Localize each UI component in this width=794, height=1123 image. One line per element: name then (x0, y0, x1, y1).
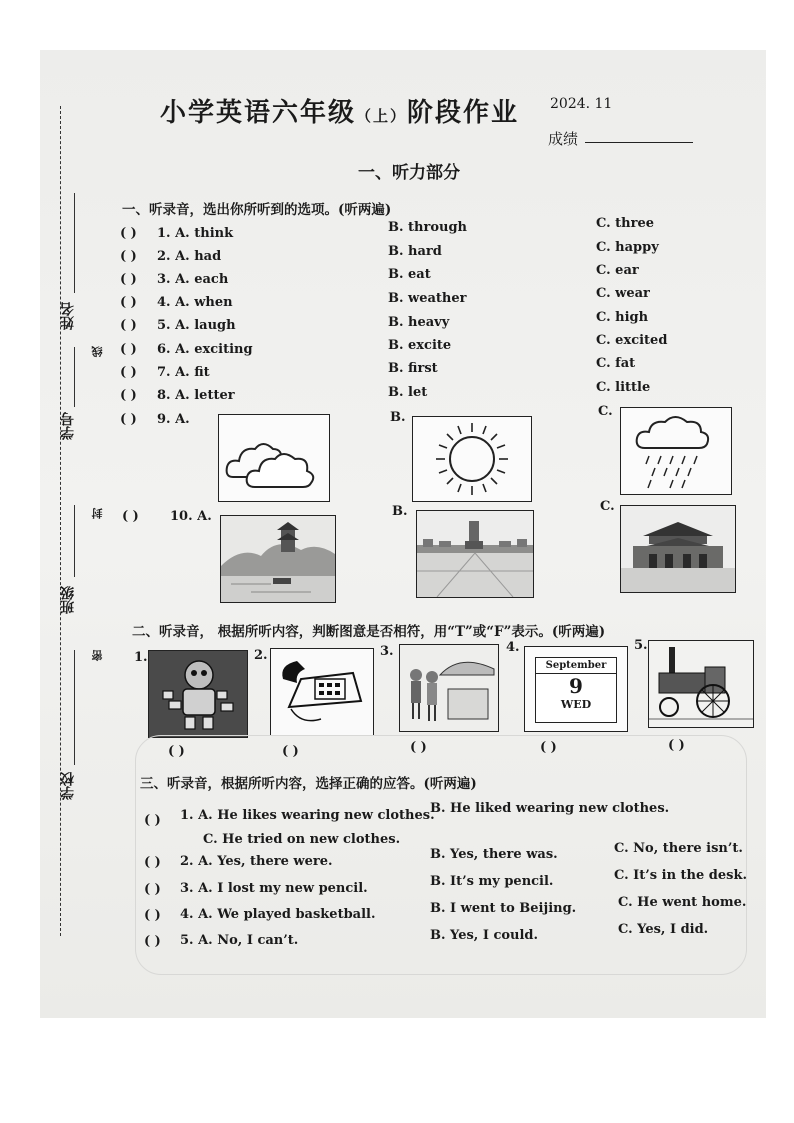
q3-blank[interactable]: ( ) (120, 272, 137, 287)
s3-q2-option-c: C. No, there isn’t. (614, 841, 743, 856)
q5-option-a: 5. A. laugh (157, 318, 236, 333)
q8-blank[interactable]: ( ) (120, 388, 137, 403)
square-monument-picture[interactable] (416, 510, 534, 598)
s3-q1-option-a: 1. A. He likes wearing new clothes. (180, 808, 435, 823)
page-title (160, 92, 519, 129)
s3-q1-option-b: B. He liked wearing new clothes. (430, 801, 670, 816)
name-line[interactable] (74, 193, 75, 293)
calendar-weekday: WED (560, 698, 592, 711)
telephone-picture[interactable] (270, 648, 374, 736)
s3-q3-blank[interactable]: ( ) (144, 882, 161, 897)
q8-option-b: B. let (388, 385, 428, 400)
s3-q5-option-a: 5. A. No, I can’t. (180, 933, 299, 948)
q6-blank[interactable]: ( ) (120, 342, 137, 357)
number-line[interactable] (74, 347, 75, 407)
s3-q1-option-c: C. He tried on new clothes. (203, 832, 401, 847)
hill-pagoda-picture[interactable] (220, 515, 336, 603)
q1-option-a: 1. A. think (157, 226, 234, 241)
s2-item1-num: 1. (134, 650, 148, 665)
calendar-month: September (536, 658, 616, 674)
q2-option-a: 2. A. had (157, 249, 222, 264)
q10-label-b: B. (392, 504, 408, 519)
q4-option-b: B. weather (388, 291, 467, 306)
s2-item3-num: 3. (380, 644, 394, 659)
s2-item2-num: 2. (254, 648, 268, 663)
q2-option-c: C. happy (596, 240, 659, 255)
q8-option-c: C. little (596, 380, 651, 395)
school-line[interactable] (74, 650, 75, 765)
s3-q4-blank[interactable]: ( ) (144, 908, 161, 923)
part-title: 一、听力部分 (358, 163, 460, 183)
school-label: 学校 (60, 772, 76, 800)
q1-option-b: B. through (388, 220, 468, 235)
s2-item2-blank[interactable]: ( ) (282, 744, 299, 759)
title-main: 小学英语六年级 (160, 98, 357, 128)
s3-q2-option-a: 2. A. Yes, there were. (180, 854, 333, 869)
photo-background (40, 50, 766, 1018)
rainy-picture[interactable] (620, 407, 732, 495)
s2-item3-blank[interactable]: ( ) (410, 740, 427, 755)
q3-option-c: C. ear (596, 263, 639, 278)
class-label: 班级 (60, 586, 76, 614)
binding-dashed-line (60, 106, 61, 936)
s3-q4-option-c: C. He went home. (618, 895, 747, 910)
q3-option-b: B. eat (388, 267, 431, 282)
q7-option-b: B. first (388, 361, 438, 376)
seal-char-3: 密 (91, 650, 104, 661)
calendar-picture[interactable] (524, 646, 628, 732)
robot-picture[interactable] (148, 650, 248, 738)
section2-heading: 二、听录音， 根据所听内容，判断图意是否相符，用“T”或“F”表示。(听两遍) (132, 624, 606, 640)
title-paren: （上） (356, 107, 408, 125)
q6-option-c: C. excited (596, 333, 668, 348)
q1-blank[interactable]: ( ) (120, 226, 137, 241)
q6-option-b: B. excite (388, 338, 452, 353)
s3-q2-option-b: B. Yes, there was. (430, 847, 558, 862)
s3-q5-blank[interactable]: ( ) (144, 934, 161, 949)
s3-q4-option-b: B. I went to Beijing. (430, 901, 577, 916)
section3-heading: 三、听录音，根据所听内容，选择正确的应答。(听两遍) (140, 776, 477, 792)
score-label: 成绩 (548, 130, 579, 148)
class-line[interactable] (74, 505, 75, 577)
name-label: 姓名 (60, 302, 76, 330)
q3-option-a: 3. A. each (157, 272, 229, 287)
q9-blank[interactable]: ( ) (120, 412, 137, 427)
q2-option-b: B. hard (388, 244, 442, 259)
s3-q1-blank[interactable]: ( ) (144, 813, 161, 828)
q7-option-a: 7. A. fit (157, 365, 210, 380)
q5-option-c: C. high (596, 310, 649, 325)
q9-label-c: C. (598, 404, 613, 419)
q9-label-b: B. (390, 410, 406, 425)
sunny-picture[interactable] (412, 416, 532, 502)
q9-label-a: 9. A. (157, 412, 190, 427)
section1-heading: 一、听录音，选出你所听到的选项。(听两遍) (122, 202, 392, 218)
s3-q5-option-b: B. Yes, I could. (430, 928, 539, 943)
seal-char-1: 线 (91, 346, 104, 357)
q2-blank[interactable]: ( ) (120, 249, 137, 264)
s3-q3-option-c: C. It’s in the desk. (614, 868, 748, 883)
s3-q4-option-a: 4. A. We played basketball. (180, 907, 376, 922)
children-park-picture[interactable] (399, 644, 499, 732)
q6-option-a: 6. A. exciting (157, 342, 253, 357)
q7-option-c: C. fat (596, 356, 636, 371)
title-end: 阶段作业 (407, 98, 520, 128)
q8-option-a: 8. A. letter (157, 388, 235, 403)
number-label: 学号 (60, 412, 76, 440)
q4-option-a: 4. A. when (157, 295, 233, 310)
q4-blank[interactable]: ( ) (120, 295, 137, 310)
cloudy-picture[interactable] (218, 414, 330, 502)
s2-item4-blank[interactable]: ( ) (540, 740, 557, 755)
s3-q3-option-a: 3. A. I lost my new pencil. (180, 881, 368, 896)
date: 2024. 11 (550, 96, 613, 112)
q10-label-a: 10. A. (170, 509, 212, 524)
seal-char-2: 封 (91, 508, 104, 519)
q7-blank[interactable]: ( ) (120, 365, 137, 380)
q5-blank[interactable]: ( ) (120, 318, 137, 333)
s2-item5-num: 5. (634, 638, 648, 653)
calendar-icon (535, 657, 617, 723)
q10-blank[interactable]: ( ) (122, 509, 139, 524)
s2-item5-blank[interactable]: ( ) (668, 738, 685, 753)
s3-q2-blank[interactable]: ( ) (144, 855, 161, 870)
q5-option-b: B. heavy (388, 315, 450, 330)
steam-engine-picture[interactable] (648, 640, 754, 728)
s2-item4-num: 4. (506, 640, 520, 655)
s3-q3-option-b: B. It’s my pencil. (430, 874, 554, 889)
q1-option-c: C. three (596, 216, 655, 231)
s3-q5-option-c: C. Yes, I did. (618, 922, 709, 937)
q10-label-c: C. (600, 499, 615, 514)
tiananmen-picture[interactable] (620, 505, 736, 593)
s2-item1-blank[interactable]: ( ) (168, 744, 185, 759)
score-field[interactable] (585, 142, 693, 143)
q4-option-c: C. wear (596, 286, 650, 301)
calendar-day: 9 (569, 674, 583, 698)
